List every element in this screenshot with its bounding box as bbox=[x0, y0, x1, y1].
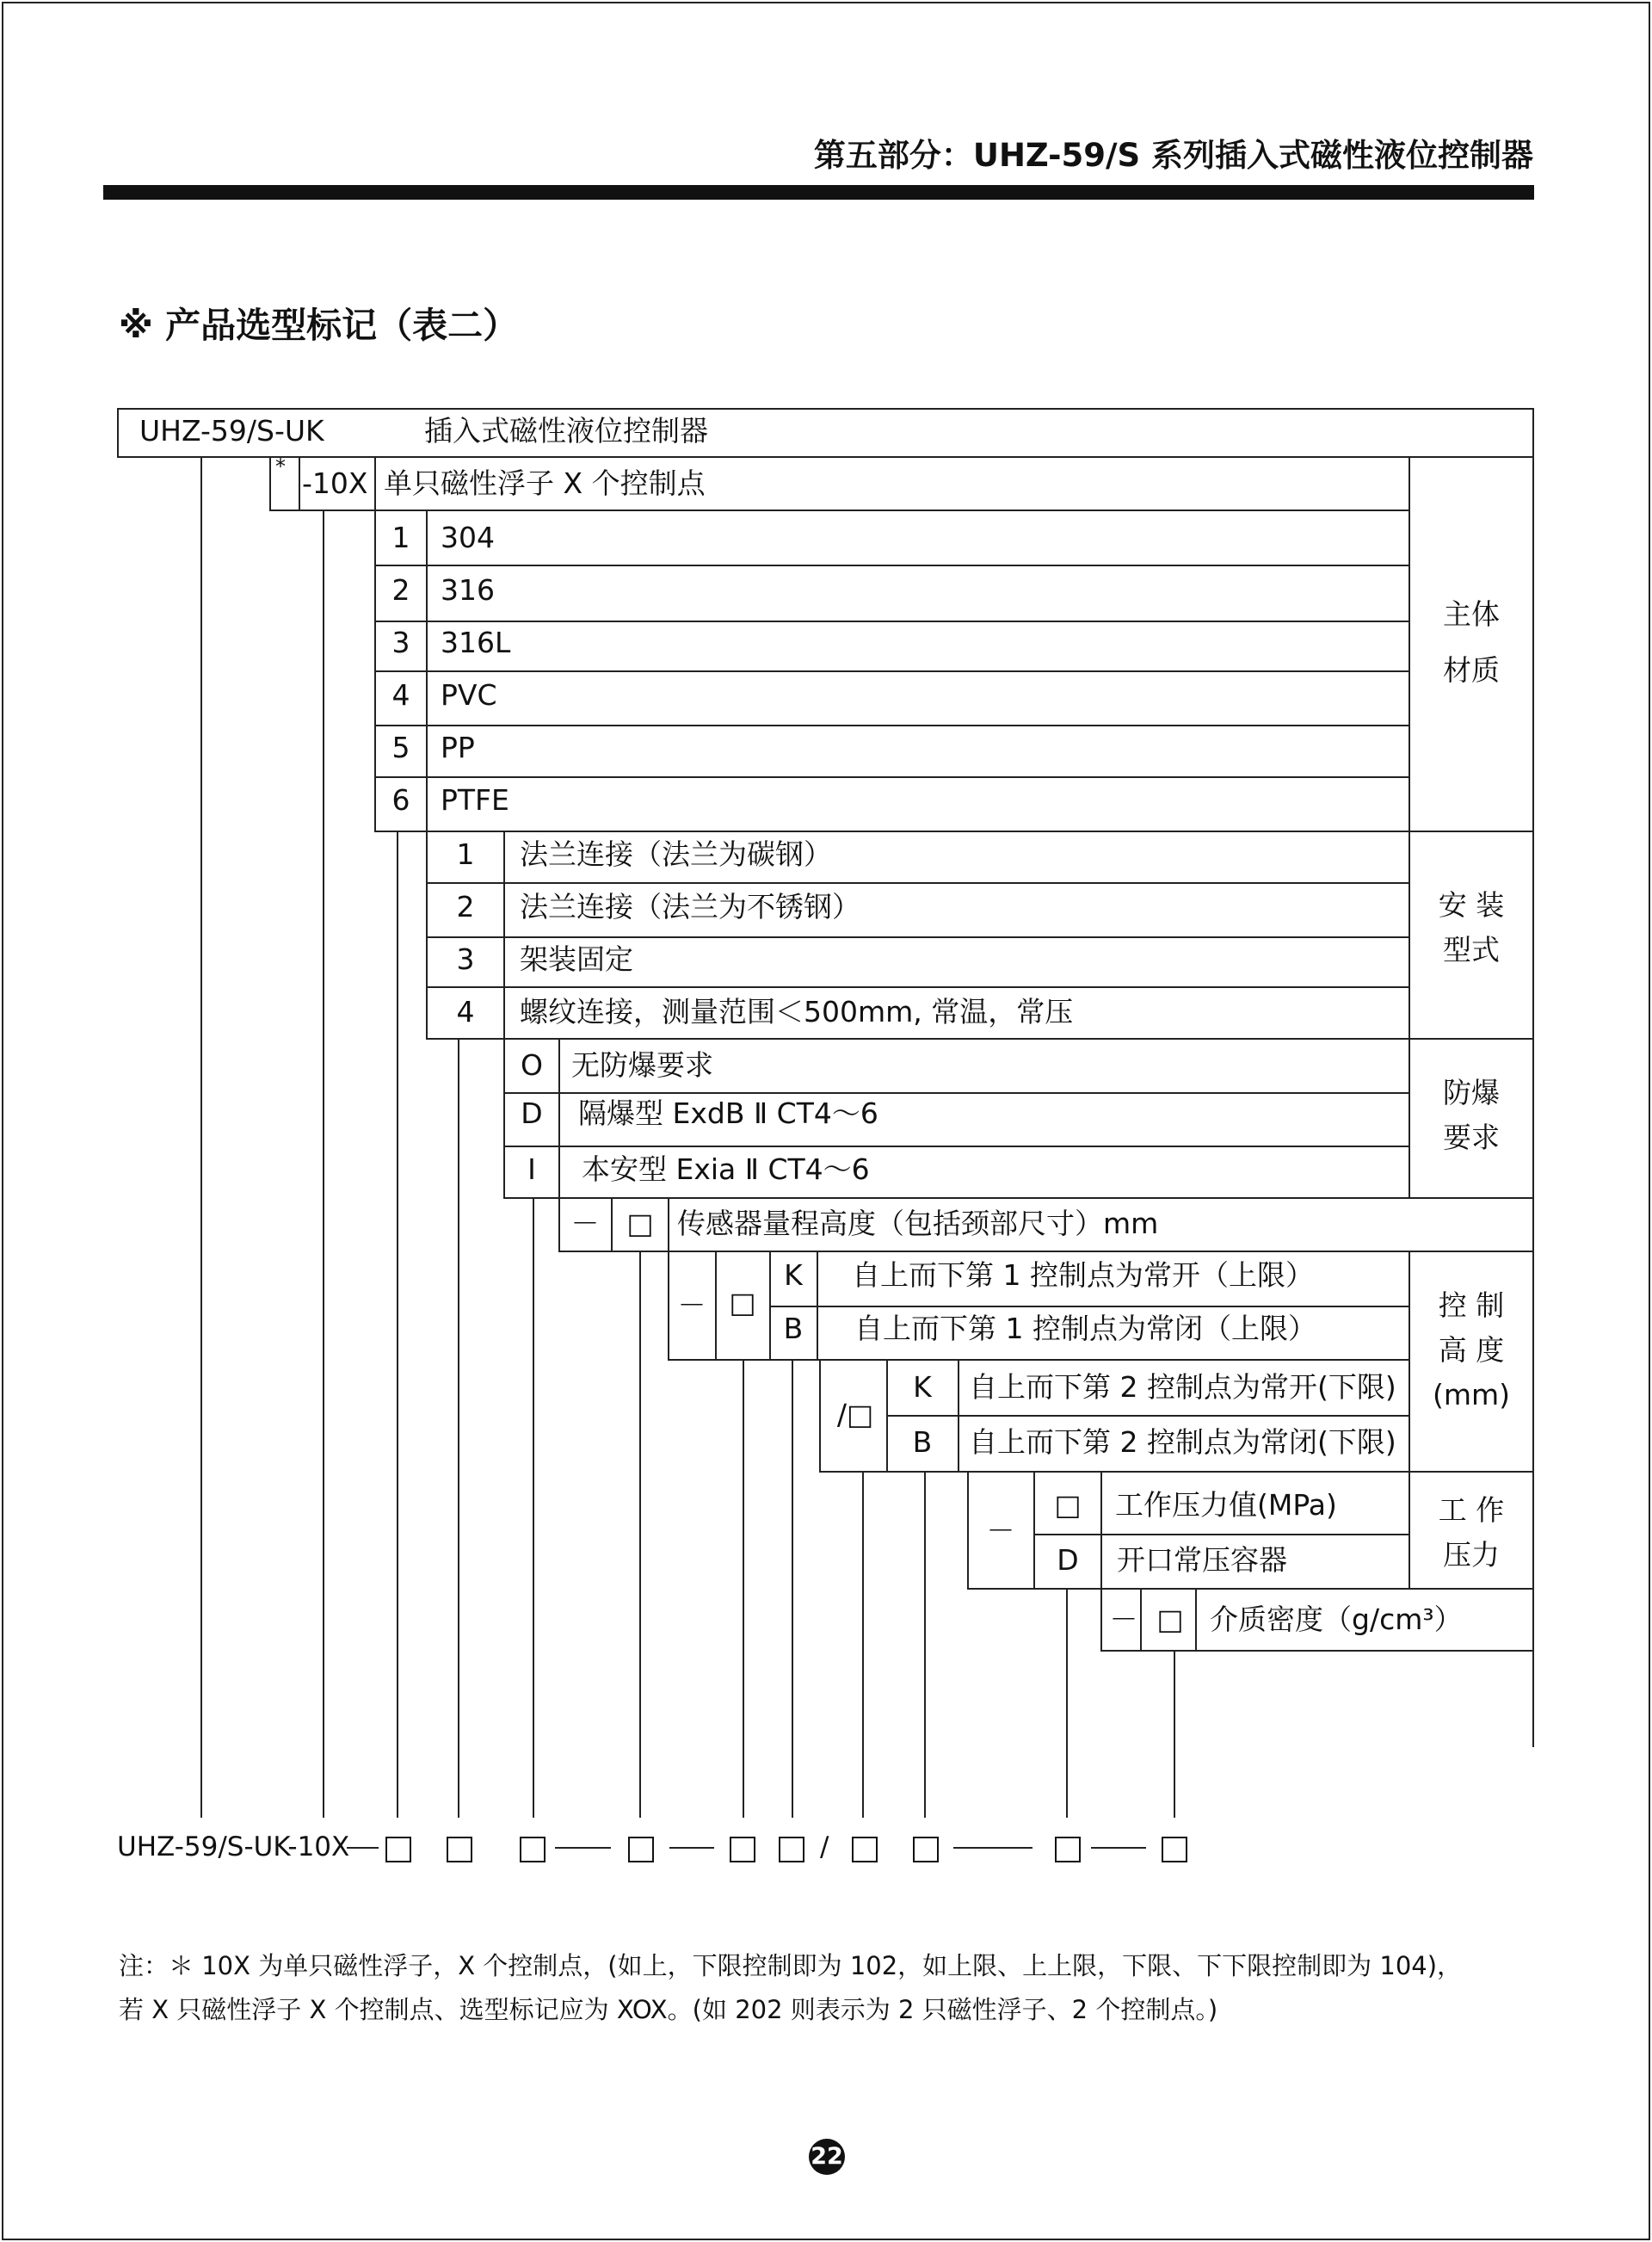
explosion-label-d: 隔爆型 ExdB Ⅱ CT4～6 bbox=[578, 1096, 878, 1130]
model-code: UHZ-59/S-UK bbox=[139, 414, 324, 448]
sensor-label: 传感器量程高度（包括颈部尺寸）mm bbox=[677, 1207, 1159, 1240]
code-slash: / bbox=[820, 1831, 829, 1862]
control2-prefix: /□ bbox=[836, 1398, 874, 1431]
pressure-label-open: 开口常压容器 bbox=[1117, 1543, 1287, 1577]
material-group-label: 主体 材质 bbox=[1443, 597, 1500, 687]
control1-code-k: K bbox=[784, 1258, 803, 1292]
density-label: 介质密度（g/cm³） bbox=[1210, 1603, 1463, 1636]
sensor-box: □ bbox=[626, 1207, 654, 1240]
material-label-1: 304 bbox=[441, 521, 495, 554]
explosion-label-o: 无防爆要求 bbox=[571, 1048, 713, 1082]
density-box: □ bbox=[1156, 1603, 1184, 1636]
pressure-code-d: D bbox=[1057, 1543, 1079, 1577]
install-code-4: 4 bbox=[456, 995, 475, 1028]
control1-label-k: 自上而下第 1 控制点为常开（上限） bbox=[852, 1258, 1314, 1292]
material-label-6: PTFE bbox=[441, 783, 509, 817]
install-label-1: 法兰连接（法兰为碳钢） bbox=[520, 837, 832, 871]
control1-box: □ bbox=[729, 1286, 756, 1319]
note-line-1: 注：＊ 10X 为单只磁性浮子，X 个控制点，(如上，下限控制即为 102，如上限、上上限，下限、下下限控制即为 104)， bbox=[119, 1951, 1463, 1980]
sensor-dash: － bbox=[570, 1207, 600, 1240]
code-string-prefix: UHZ-59/S-UK-10X bbox=[117, 1831, 350, 1862]
material-label-2: 316 bbox=[441, 573, 495, 607]
material-code-3: 3 bbox=[391, 626, 410, 659]
install-code-1: 1 bbox=[456, 837, 475, 871]
material-code-2: 2 bbox=[391, 573, 410, 607]
material-code-4: 4 bbox=[391, 678, 410, 712]
explosion-code-o: O bbox=[521, 1048, 543, 1082]
material-code-1: 1 bbox=[391, 521, 410, 554]
float-star: * bbox=[275, 454, 286, 479]
install-group-label: 安 装 型式 bbox=[1438, 888, 1505, 967]
model-desc: 插入式磁性液位控制器 bbox=[424, 414, 708, 448]
install-code-2: 2 bbox=[456, 890, 475, 923]
control1-dash: － bbox=[677, 1288, 706, 1322]
explosion-code-i: I bbox=[527, 1152, 536, 1186]
install-label-2: 法兰连接（法兰为不锈钢） bbox=[520, 890, 860, 923]
control-group-label: 控 制 高 度 (mm) bbox=[1432, 1288, 1511, 1411]
material-code-6: 6 bbox=[391, 783, 410, 817]
density-dash: － bbox=[1109, 1603, 1138, 1636]
pressure-group-label: 工 作 压力 bbox=[1438, 1493, 1505, 1572]
control2-code-b: B bbox=[912, 1425, 933, 1459]
float-code: -10X bbox=[302, 466, 368, 500]
install-code-3: 3 bbox=[456, 942, 475, 976]
explosion-group-label: 防爆 要求 bbox=[1443, 1076, 1500, 1154]
control2-label-b: 自上而下第 2 控制点为常闭(下限) bbox=[969, 1425, 1396, 1459]
install-label-3: 架装固定 bbox=[520, 942, 633, 976]
control1-code-b: B bbox=[783, 1312, 804, 1345]
material-label-5: PP bbox=[441, 731, 475, 764]
control2-code-k: K bbox=[913, 1370, 932, 1404]
control1-label-b: 自上而下第 1 控制点为常闭（上限） bbox=[854, 1312, 1316, 1345]
page-number: 22 bbox=[809, 2139, 845, 2175]
material-label-4: PVC bbox=[441, 678, 497, 712]
pressure-code-box: □ bbox=[1054, 1488, 1082, 1522]
explosion-code-d: D bbox=[521, 1096, 543, 1130]
control2-label-k: 自上而下第 2 控制点为常开(下限) bbox=[969, 1370, 1396, 1404]
section-title: ※ 产品选型标记（表二） bbox=[119, 305, 519, 346]
pressure-dash: － bbox=[986, 1514, 1015, 1547]
note-line-2: 若 X 只磁性浮子 X 个控制点、选型标记应为 XOX。(如 202 则表示为 2 只磁性浮子、2 个控制点。) bbox=[119, 1995, 1218, 2024]
material-code-5: 5 bbox=[391, 731, 410, 764]
material-label-3: 316L bbox=[441, 626, 511, 659]
header-title: 第五部分：UHZ-59/S 系列插入式磁性液位控制器 bbox=[813, 137, 1533, 174]
float-desc: 单只磁性浮子 X 个控制点 bbox=[384, 466, 706, 500]
install-label-4: 螺纹连接，测量范围＜500mm, 常温，常压 bbox=[520, 995, 1074, 1028]
pressure-label-value: 工作压力值(MPa) bbox=[1115, 1488, 1337, 1522]
explosion-label-i: 本安型 Exia Ⅱ CT4～6 bbox=[582, 1152, 870, 1186]
